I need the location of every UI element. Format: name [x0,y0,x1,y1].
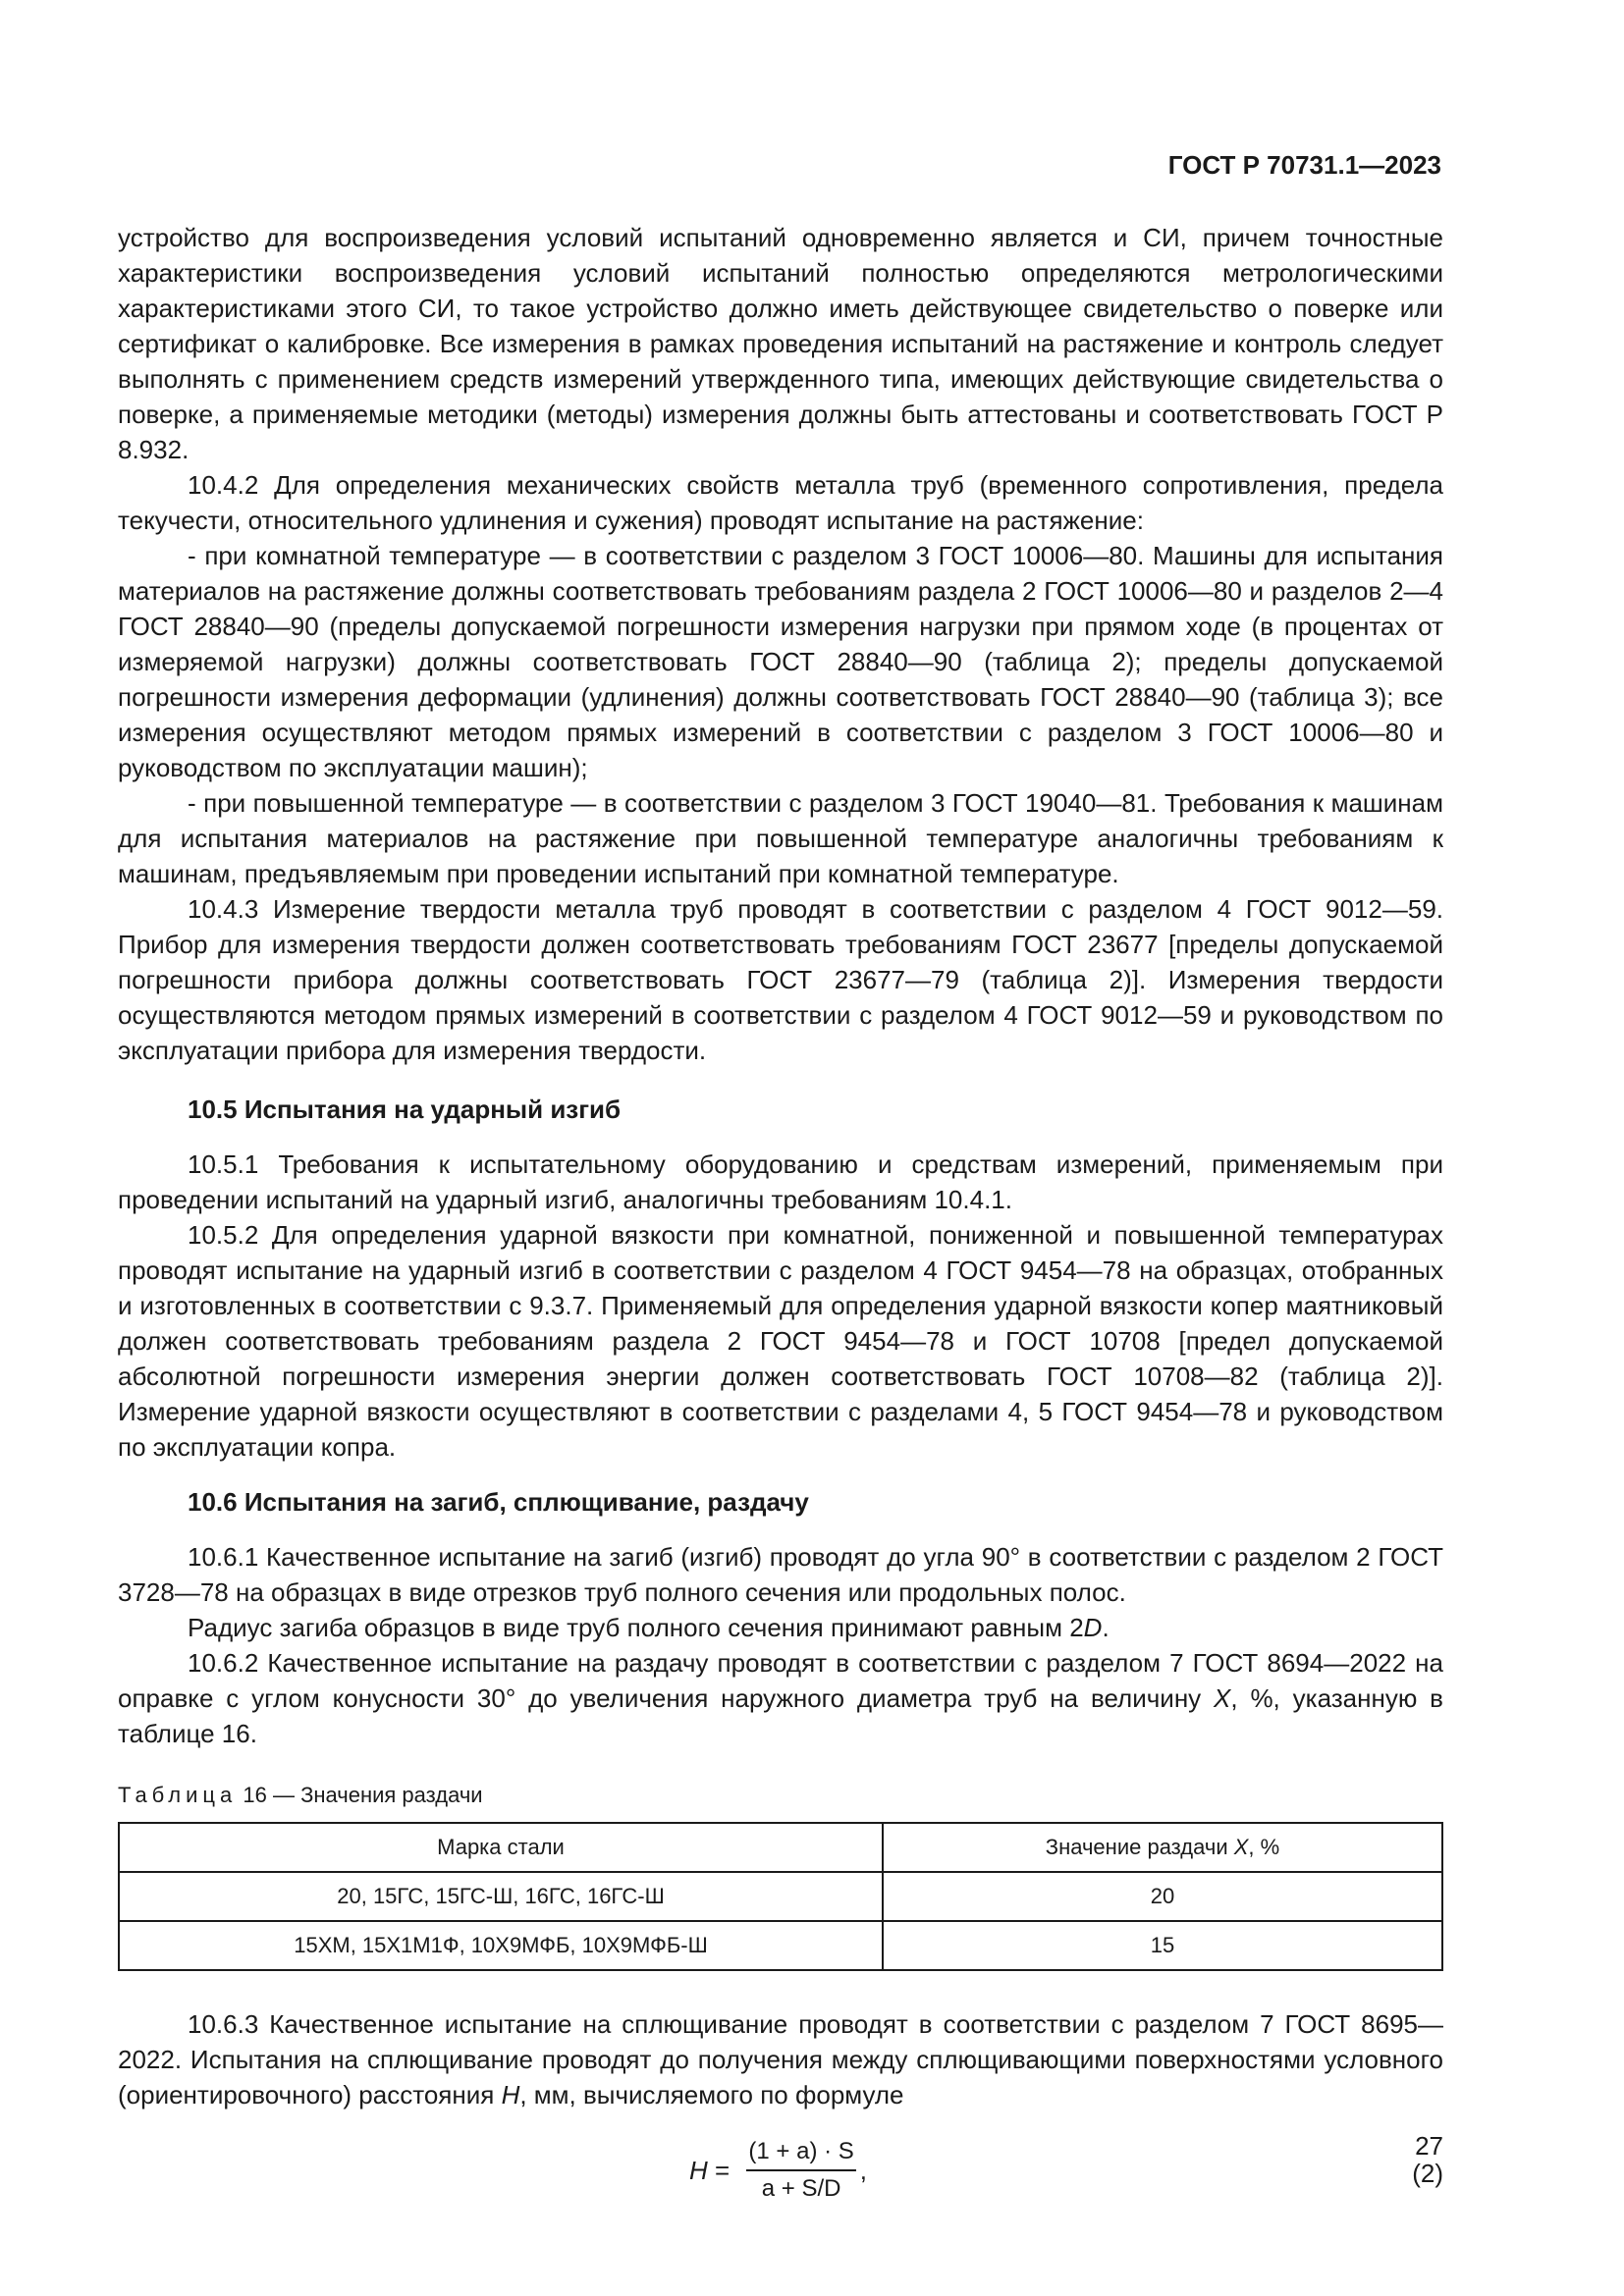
cell-expansion-value: 20 [883,1872,1442,1921]
radius-paragraph [118,1610,1443,1645]
header-cell-expansion-value [883,1823,1442,1872]
equation-number: (2) [1412,2159,1443,2188]
variable-x: X [1214,1683,1231,1713]
cell-steel-grade: 15ХМ, 15Х1М1Ф, 10Х9МФБ, 10Х9МФБ-Ш [119,1921,883,1970]
table-16 [118,1822,1443,1971]
clause-10-6-3-end: , мм, вычисляемого по формуле [519,2080,904,2109]
clause-10-4-2: 10.4.2 Для определения механических свойств металла труб (временного сопротивления, предела текучести, относительного удлинения и сужения) проводят испытание на растяжение: [118,470,1443,535]
clause-10-6-1: 10.6.1 Качественное испытание на загиб (изгиб) проводят до угла 90° в соответствии с разделом 2 ГОСТ 3728—78 на образцах в виде отрезков труб полного сечения или продольных полос. [118,1542,1443,1607]
formula-equals: = [707,2156,737,2185]
formula-trail: , [859,2156,868,2185]
section-heading-10-5: 10.5 Испытания на ударный изгиб [188,1095,622,1124]
clause-10-6-3 [118,2006,1443,2112]
header-unit: , % [1248,1835,1280,1859]
formula-denominator: a + S/D [761,2175,841,2202]
table-caption-title: 16 — Значения раздачи [237,1783,483,1807]
list-item-high-temperature: - при повышенной температуре — в соответствии с разделом 3 ГОСТ 19040—81. Требования к машинам для испытания материалов на растяжение при повышенной температуре аналогичны требованиям к машинам, предъявляемым при проведении испытаний при комнатной температуре. [118,788,1443,888]
table-caption-label: Таблица [118,1783,238,1807]
header-cell-expansion-text: Значение раздачи [1045,1835,1234,1859]
clause-10-6-2-end: , %, указанную в таблице 16. [118,1683,1443,1748]
table-header-row [119,1823,1442,1872]
formula-lhs: H [689,2156,708,2185]
formula-fraction [746,2136,855,2205]
page-content [118,220,1443,2228]
radius-text: Радиус загиба образцов в виде труб полного сечения принимают равным 2 [188,1613,1084,1642]
header-cell-steel-grade: Марка стали [119,1823,883,1872]
clause-10-4-3: 10.4.3 Измерение твердости металла труб проводят в соответствии с разделом 4 ГОСТ 9012—59. Прибор для измерения твердости должен соответствовать требованиям ГОСТ 23677 [пределы допускаемой погрешности прибора должны соответствовать ГОСТ 23677—79 (таблица 2)]. Измерения твердости осуществляются методом прямых измерений в соответствии с разделом 4 ГОСТ 9012—59 и руководством по эксплуатации прибора для измерения твердости. [118,894,1443,1065]
table-row [119,1872,1442,1921]
clause-10-6-2 [118,1645,1443,1751]
section-heading-10-6: 10.6 Испытания на загиб, сплющивание, раздачу [188,1487,809,1517]
page-number: 27 [1415,2131,1443,2161]
clause-10-5-2: 10.5.2 Для определения ударной вязкости при комнатной, пониженной и повышенной температурах проводят испытание на ударный изгиб в соответствии с разделом 4 ГОСТ 9454—78 на образцах, отобранных и изготовленных в соответствии с 9.3.7. Применяемый для определения ударной вязкости копер маятниковый должен соответствовать требованиям раздела 2 ГОСТ 9454—78 и ГОСТ 10708 [предел допускаемой абсолютной погрешности измерения энергии должен соответствовать ГОСТ 10708—82 (таблица 2)]. Измерение ударной вязкости осуществляют в соответствии с разделами 4, 5 ГОСТ 9454—78 и руководством по эксплуатации копра. [118,1220,1443,1462]
table-16-caption [118,1781,1443,1810]
list-item-room-temperature: - при комнатной температуре — в соответствии с разделом 3 ГОСТ 10006—80. Машины для испытания материалов на растяжение должны соответствовать требованиям раздела 2 ГОСТ 10006—80 и разделов 2—4 ГОСТ 28840—90 (пределы допускаемой погрешности измерения нагрузки при прямом ходе (в процентах от измеряемой нагрузки) должны соответствовать ГОСТ 28840—90 (таблица 2); пределы допускаемой погрешности измерения деформации (удлинения) должны соответствовать ГОСТ 28840—90 (таблица 3); все измерения осуществляют методом прямых измерений в соответствии с разделом 3 ГОСТ 10006—80 и руководством по эксплуатации машин); [118,541,1443,782]
variable-d: D [1083,1613,1103,1642]
table-row [119,1921,1442,1970]
clause-10-6-2-text: 10.6.2 Качественное испытание на раздачу проводят в соответствии с разделом 7 ГОСТ 8694—2022 на оправке с углом конусности 30° до увеличения наружного диаметра труб на величину [118,1648,1443,1713]
formula-expression [689,2136,867,2205]
clause-10-6-3-text: 10.6.3 Качественное испытание на сплющивание проводят в соответствии с разделом 7 ГОСТ 8695—2022. Испытания на сплющивание проводят до получения между сплющивающими поверхностями условного (ориентировочного) расстояния [118,2009,1443,2109]
variable-h: H [501,2080,520,2109]
header-variable-x: X [1233,1835,1249,1859]
cell-expansion-value: 15 [883,1921,1442,1970]
radius-end: . [1102,1613,1110,1642]
formula-numerator: (1 + a) · S [746,2136,855,2171]
intro-paragraph: устройство для воспроизведения условий испытаний одновременно является и СИ, причем точностные характеристики воспроизведения условий испытаний полностью определяются метрологическими характеристиками этого СИ, то такое устройство должно иметь действующее свидетельство о поверке или сертификат о калибровке. Все измерения в рамках проведения испытаний на растяжение и контроль следует выполнять с применением средств измерений утвержденного типа, имеющих действующие свидетельства о поверке, а применяемые методики (методы) измерения должны быть аттестованы и соответствовать ГОСТ Р 8.932. [118,223,1443,464]
document-standard-id: ГОСТ Р 70731.1—2023 [1167,150,1441,180]
clause-10-5-1: 10.5.1 Требования к испытательному оборудованию и средствам измерений, применяемым при проведении испытаний на ударный изгиб, аналогичны требованиям 10.4.1. [118,1149,1443,1214]
cell-steel-grade: 20, 15ГС, 15ГС-Ш, 16ГС, 16ГС-Ш [119,1872,883,1921]
formula-2 [118,2130,1443,2228]
